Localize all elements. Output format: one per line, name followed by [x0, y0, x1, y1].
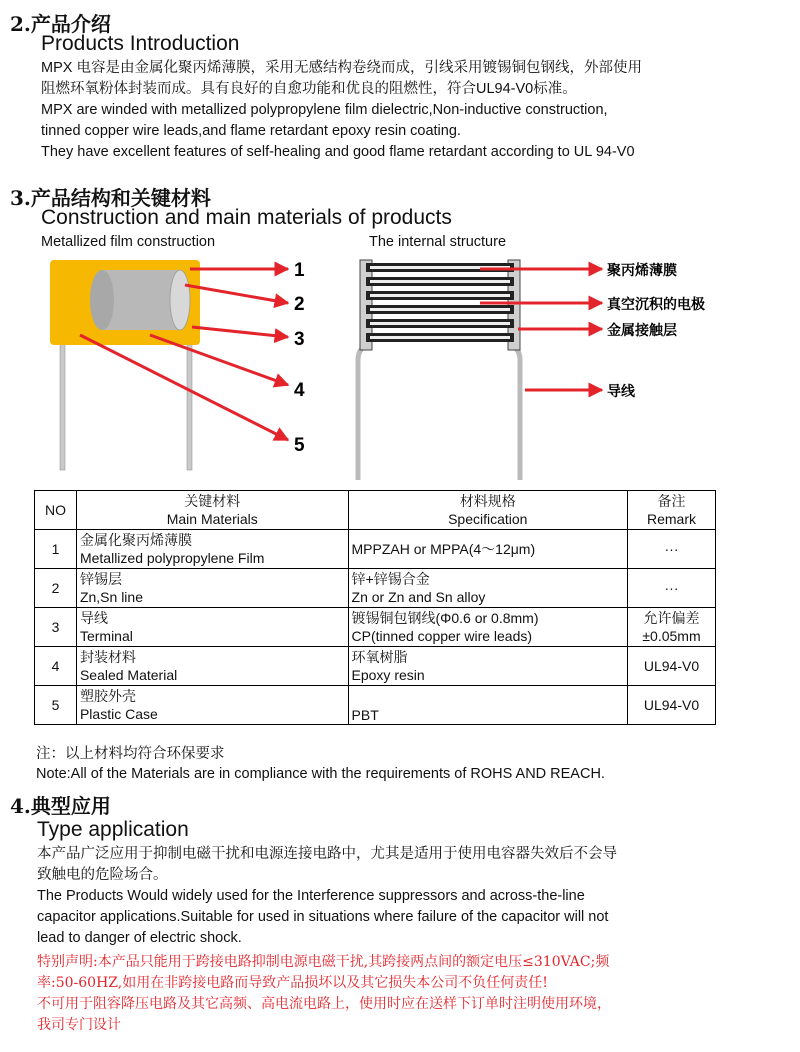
section4-heading-cn: 4.典型应用 [10, 794, 111, 818]
table-row [35, 569, 716, 608]
callout-number: 1 [294, 260, 305, 281]
table-note-cn: 注：以上材料均符合环保要求 [36, 746, 225, 762]
callout-arrow [80, 335, 288, 440]
table-note-en: Note:All of the Materials are in compliance with the requirements of ROHS AND REACH. [36, 766, 605, 782]
cell-remark-line: ±0.05mm [642, 628, 701, 644]
intro-line: MPX 电容是由金属化聚丙烯薄膜，采用无感结构卷绕而成，引线采用镀锡铜包钢线，外部使用 [41, 60, 642, 76]
internal-label: 聚丙烯薄膜 [607, 263, 677, 279]
cell-material [76, 608, 348, 647]
header-material-cn: 关键材料 [184, 493, 241, 509]
header-material [76, 491, 348, 530]
cell-remark: UL94-V0 [628, 686, 716, 725]
application-line: lead to danger of electric shock. [37, 930, 242, 946]
metallized-film-diagram [40, 255, 340, 485]
cell-spec [348, 647, 628, 686]
cell-spec-en: MPPZAH or MPPA(4～12μm) [351, 541, 536, 557]
section2-heading-cn: 2.产品介绍 [10, 12, 111, 36]
lead-wire [187, 340, 192, 470]
callout-arrow [192, 327, 288, 337]
cell-material [76, 647, 348, 686]
header-no: NO [35, 491, 77, 530]
cell-spec-en: Zn or Zn and Sn alloy [351, 589, 486, 605]
disclaimer [37, 952, 611, 1036]
lead-wire [60, 340, 65, 470]
callout-arrow [150, 335, 288, 385]
cell-material [76, 569, 348, 608]
disclaimer-line: 特别声明:本产品只能用于跨接电路抑制电源电磁干扰,其跨接两点间的额定电压≤310VAC;频 [37, 954, 610, 970]
cell-spec [348, 686, 628, 725]
cell-spec-cn: 锌+锌锡合金 [351, 571, 430, 587]
table-row [35, 686, 716, 725]
callout-number: 4 [294, 380, 305, 401]
application-line: The Products Would widely used for the Interference suppressors and across-the-line [37, 888, 585, 904]
film-roll-end [90, 270, 114, 330]
disclaimer-line: 率:50-60HZ,如用在非跨接电路而导致产品损坏以及其它损失本公司不负任何责任! [37, 975, 548, 991]
film-roll-end [170, 270, 190, 330]
cell-spec [348, 608, 628, 647]
callout-number: 2 [294, 294, 305, 315]
cell-material-en: Zn,Sn line [79, 589, 143, 605]
cell-material-en: Terminal [79, 628, 133, 644]
application-line: capacitor applications.Suitable for used in situations where failure of the capacitor will not [37, 909, 609, 925]
cell-no: 3 [35, 608, 77, 647]
right-diagram-caption: The internal structure [369, 234, 507, 250]
cell-material [76, 530, 348, 569]
header-spec-cn: 材料规格 [459, 493, 516, 509]
section3-heading-cn: 3.产品结构和关键材料 [10, 186, 211, 210]
cell-remark [628, 608, 716, 647]
callout-number: 5 [294, 435, 305, 456]
section3-heading-en: Construction and main materials of products [41, 206, 452, 229]
cell-no: 2 [35, 569, 77, 608]
cell-spec-en: CP(tinned copper wire leads) [351, 628, 533, 644]
cell-spec-en: Epoxy resin [351, 667, 425, 683]
internal-label: 金属接触层 [607, 323, 677, 339]
cell-spec-en: PBT [351, 707, 379, 723]
cell-spec-cn: 环氧树脂 [351, 649, 408, 665]
intro-line: They have excellent features of self-healing and good flame retardant according to UL 94-V0 [41, 144, 635, 160]
cell-material-cn: 封装材料 [79, 649, 136, 665]
header-remark [628, 491, 716, 530]
disclaimer-line: 我司专门设计 [37, 1017, 121, 1033]
table-row [35, 608, 716, 647]
header-remark-cn: 备注 [657, 493, 686, 509]
internal-label: 导线 [607, 384, 635, 400]
internal-label: 真空沉积的电极 [607, 297, 705, 313]
header-material-en: Main Materials [166, 511, 258, 527]
application-line: 致触电的危险场合。 [37, 867, 168, 883]
cell-remark: ··· [628, 530, 716, 569]
cell-spec [348, 569, 628, 608]
intro-paragraph [41, 58, 642, 163]
callout-arrow [185, 285, 288, 303]
cell-material-en: Plastic Case [79, 706, 158, 722]
header-spec [348, 491, 628, 530]
materials-table [34, 490, 716, 725]
disclaimer-line: 不可用于阻容降压电路及其它高频、高电流电路上，使用时应在送样下订单时注明使用环境， [37, 996, 611, 1012]
intro-line: tinned copper wire leads,and flame retardant epoxy resin coating. [41, 123, 461, 139]
cell-no: 1 [35, 530, 77, 569]
application-paragraph [37, 844, 617, 949]
cell-material-cn: 导线 [79, 610, 108, 626]
cell-spec [348, 530, 628, 569]
left-diagram-caption: Metallized film construction [41, 234, 216, 250]
cell-material [76, 686, 348, 725]
lead-wire [358, 345, 370, 480]
table-header-row [35, 491, 716, 530]
intro-line: MPX are winded with metallized polypropylene film dielectric,Non-inductive construction, [41, 102, 608, 118]
intro-line: 阻燃环氧粉体封装而成。具有良好的自愈功能和优良的阻燃性，符合UL94-V0标准。 [41, 81, 577, 97]
cell-no: 5 [35, 686, 77, 725]
cell-material-en: Sealed Material [79, 667, 178, 683]
cell-remark-line: 允许偏差 [643, 610, 700, 626]
table-row [35, 530, 716, 569]
callout-number: 3 [294, 329, 305, 350]
cell-remark: ··· [628, 569, 716, 608]
cell-remark: UL94-V0 [628, 647, 716, 686]
internal-structure-diagram [340, 255, 740, 485]
application-line: 本产品广泛应用于抑制电磁干扰和电源连接电路中，尤其是适用于使用电容器失效后不会导 [37, 846, 617, 862]
cell-material-en: Metallized polypropylene Film [79, 550, 265, 566]
cell-material-cn: 金属化聚丙烯薄膜 [79, 532, 192, 548]
cell-no: 4 [35, 647, 77, 686]
table-row [35, 647, 716, 686]
cell-material-cn: 锌锡层 [79, 571, 122, 587]
lead-wire [508, 345, 520, 480]
section2-heading-en: Products Introduction [41, 32, 240, 55]
cell-spec-cn: 镀锡铜包钢线(Φ0.6 or 0.8mm) [351, 610, 539, 626]
header-spec-en: Specification [448, 511, 528, 527]
cell-material-cn: 塑胶外壳 [79, 688, 136, 704]
header-remark-en: Remark [647, 511, 697, 527]
section4-heading-en: Type application [37, 818, 189, 841]
